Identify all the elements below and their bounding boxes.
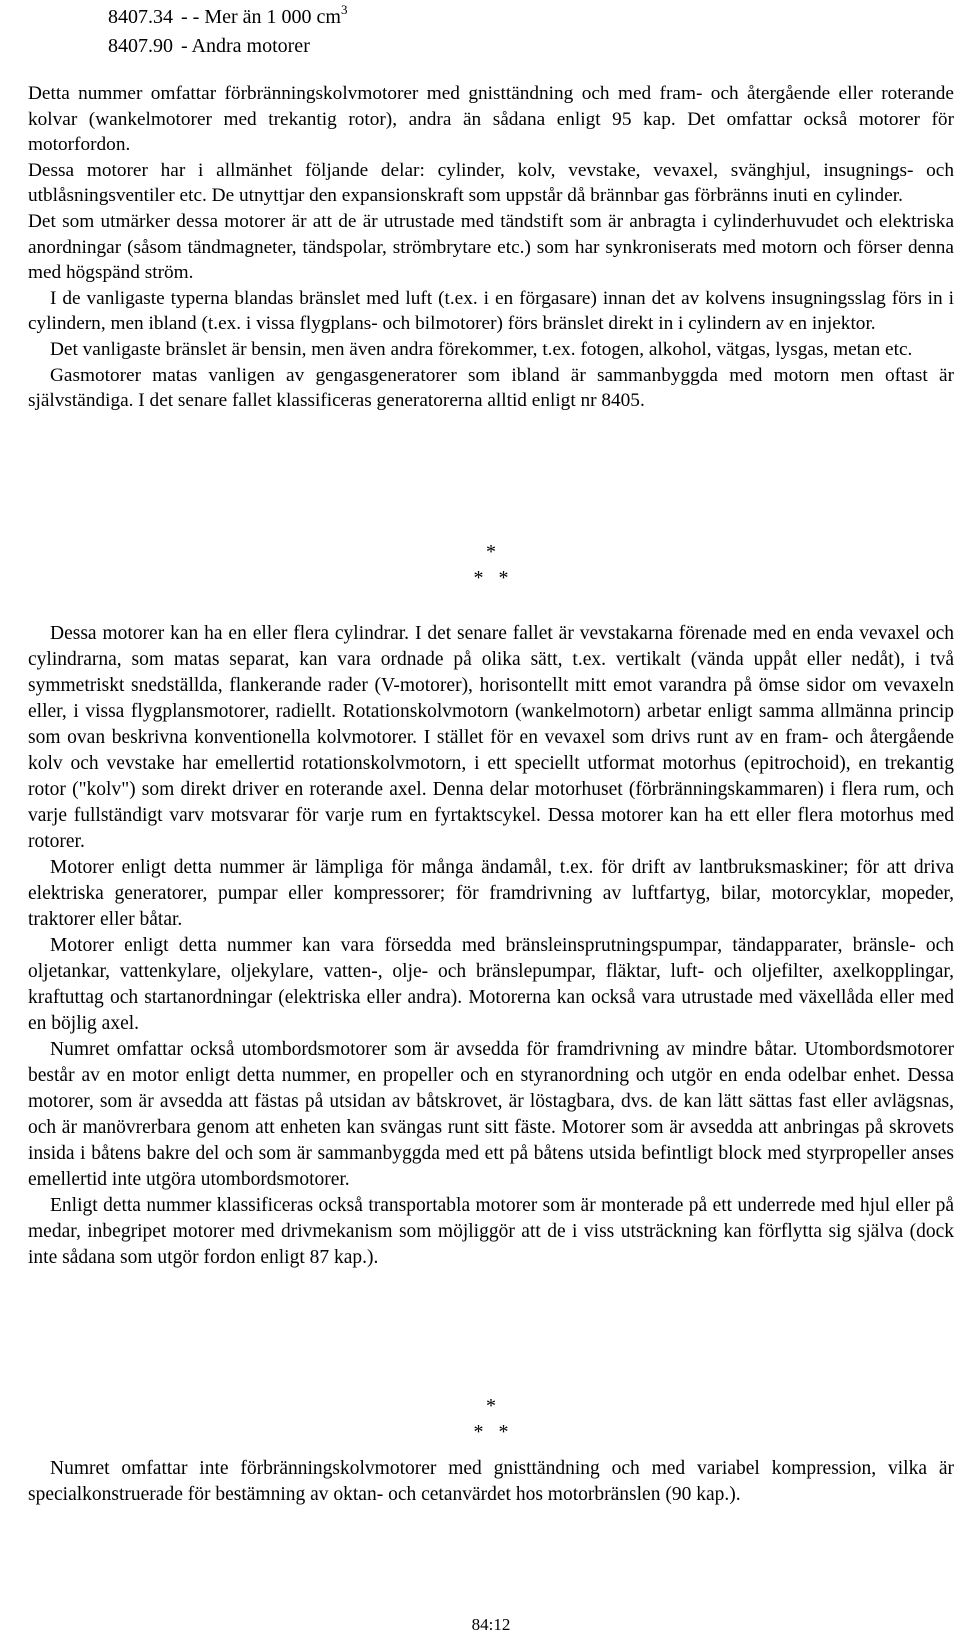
- heading-label: - Andra motorer: [181, 35, 310, 57]
- paragraph: Enligt detta nummer klassificeras också transportabla motorer som är monterade på ett underrede med hjul eller på medar, inbegripet motorer med drivmekanism som möjliggör att de i viss utsträckning kan förflytta sig själva (dock inte sådana som utgör fordon enligt 87 kap.).: [28, 1195, 954, 1268]
- separator-star-bottom: * *: [473, 567, 509, 589]
- paragraph: Det som utmärker dessa motorer är att de är utrustade med tändstift som är anbragta i cylinderhuvudet och elektriska anordningar (såsom tändmagneter, tändspolar, strömbrytare etc.) som har synkroniserats med motorn och förser denna med högspänd ström.: [28, 210, 954, 284]
- heading-code: 8407.34: [108, 6, 173, 28]
- paragraph: Det vanligaste bränslet är bensin, men även andra förekommer, t.ex. fotogen, alkohol, vätgas, lysgas, metan etc.: [50, 338, 913, 360]
- paragraph: Motorer enligt detta nummer kan vara försedda med bränsleinsprutningspumpar, tändapparater, bränsle- och oljetankar, vattenkylare, oljekylare, vatten-, olje- och bränslepumpar, fläktar, luft- och oljefilter, axelkopplingar, kraftuttag och startanordningar (elektriska eller andra). Motorerna kan också vara utrustade med växellåda eller med en böjlig axel.: [28, 935, 954, 1034]
- separator-star-top: *: [486, 1395, 496, 1417]
- paragraph: I de vanligaste typerna blandas bränslet med luft (t.ex. i en förgasare) innan det av kolvens insugningsslag förs in i cylindern, men ibland (t.ex. i vissa flygplans- och bilmotorer) förs bränslet direkt in i cylindern av en injektor.: [28, 287, 954, 335]
- section-separator: [28, 541, 954, 593]
- heading-8407-34: [108, 2, 348, 29]
- heading-8407-90: [108, 34, 310, 58]
- section-description: [28, 81, 954, 414]
- page-number: 84:12: [471, 1615, 511, 1634]
- paragraph: Dessa motorer har i allmänhet följande delar: cylinder, kolv, vevstake, vevaxel, svänghjul, insugnings- och utblåsningsventiler etc. De utnyttjar den expansionskraft som uppstår då brännbar gas förbränns inuti en cylinder.: [28, 159, 954, 207]
- heading-code: 8407.90: [108, 35, 173, 57]
- paragraph: Detta nummer omfattar förbränningskolvmotorer med gnisttändning och med fram- och återgående eller roterande kolvar (wankelmotorer med trekantig rotor), andra än sådana enligt 95 kap. Det omfattar också motorer för motorfordon.: [28, 83, 954, 156]
- section-cylinders: [28, 621, 954, 1271]
- heading-superscript: 3: [340, 2, 348, 17]
- section-separator-2: [28, 1395, 954, 1447]
- separator-star-bottom: * *: [473, 1421, 509, 1443]
- paragraph: Numret omfattar också utombordsmotorer som är avsedda för framdrivning av mindre båtar. Utombordsmotorer består av en motor enligt detta nummer, en propeller och en styranordning och utgör en enda odelbar enhet. Dessa motorer, som är avsedda att fästas på utsidan av båtskrovet, är löstagbara, dvs. de kan lätt sättas fast eller avlägsnas, och är manövrerbara genom att enheten kan svängas runt sitt fäste. Motorer som är avsedda att anbringas på skrovets insida i båtens bakre del och som är sammanbyggda med ett på båtens utsida befintligt block med styrpropeller anses emellertid inte utgöra utombordsmotorer.: [28, 1039, 954, 1190]
- paragraph: Dessa motorer kan ha en eller flera cylindrar. I det senare fallet är vevstakarna förenade med en enda vevaxel och cylindrarna, som matas separat, kan vara ordnade på olika sätt, t.ex. vertikalt (vända uppåt eller nedåt), i två symmetriskt snedställda, flankerande rader (V-motorer), horisontellt mitt emot varandra på ömse sidor om vevaxeln eller, i vissa flygplansmotorer, radiellt. Rotationskolvmotorn (wankelmotorn) arbetar enligt samma allmänna princip som ovan beskrivna konventionella kolvmotorer. I stället för en vevaxel som drivs runt av en fram- och återgående kolv och vevstake har emellertid rotationskolvmotorn, i ett speciellt utformat motorhus (epitrochoid), en trekantig rotor ("kolv") som direkt driver en roterande axel. Denna delar motorhuset (förbränningskammaren) i flera rum, och varje fullständigt varv motsvarar för varje rum en fyrtaktscykel. Dessa motorer kan ha ett eller flera motorhus med rotorer.: [28, 623, 954, 852]
- heading-label: - - Mer än 1 000 cm: [181, 6, 341, 28]
- section-exclusions: [28, 1456, 954, 1508]
- paragraph: Motorer enligt detta nummer är lämpliga för många ändamål, t.ex. för drift av lantbruksmaskiner; för att driva elektriska generatorer, pumpar eller kompressorer; för framdrivning av luftfartyg, bilar, motorcyklar, mopeder, traktorer eller båtar.: [28, 857, 954, 930]
- separator-star-top: *: [486, 541, 496, 563]
- paragraph: Numret omfattar inte förbränningskolvmotorer med gnisttändning och med variabel kompression, vilka är specialkonstruerade för bestämning av oktan- och cetanvärdet hos motorbränslen (90 kap.).: [28, 1458, 954, 1505]
- paragraph: Gasmotorer matas vanligen av gengasgeneratorer som ibland är sammanbyggda med motorn men oftast är självständiga. I det senare fallet klassificeras generatorerna alltid enligt nr 8405.: [28, 364, 954, 412]
